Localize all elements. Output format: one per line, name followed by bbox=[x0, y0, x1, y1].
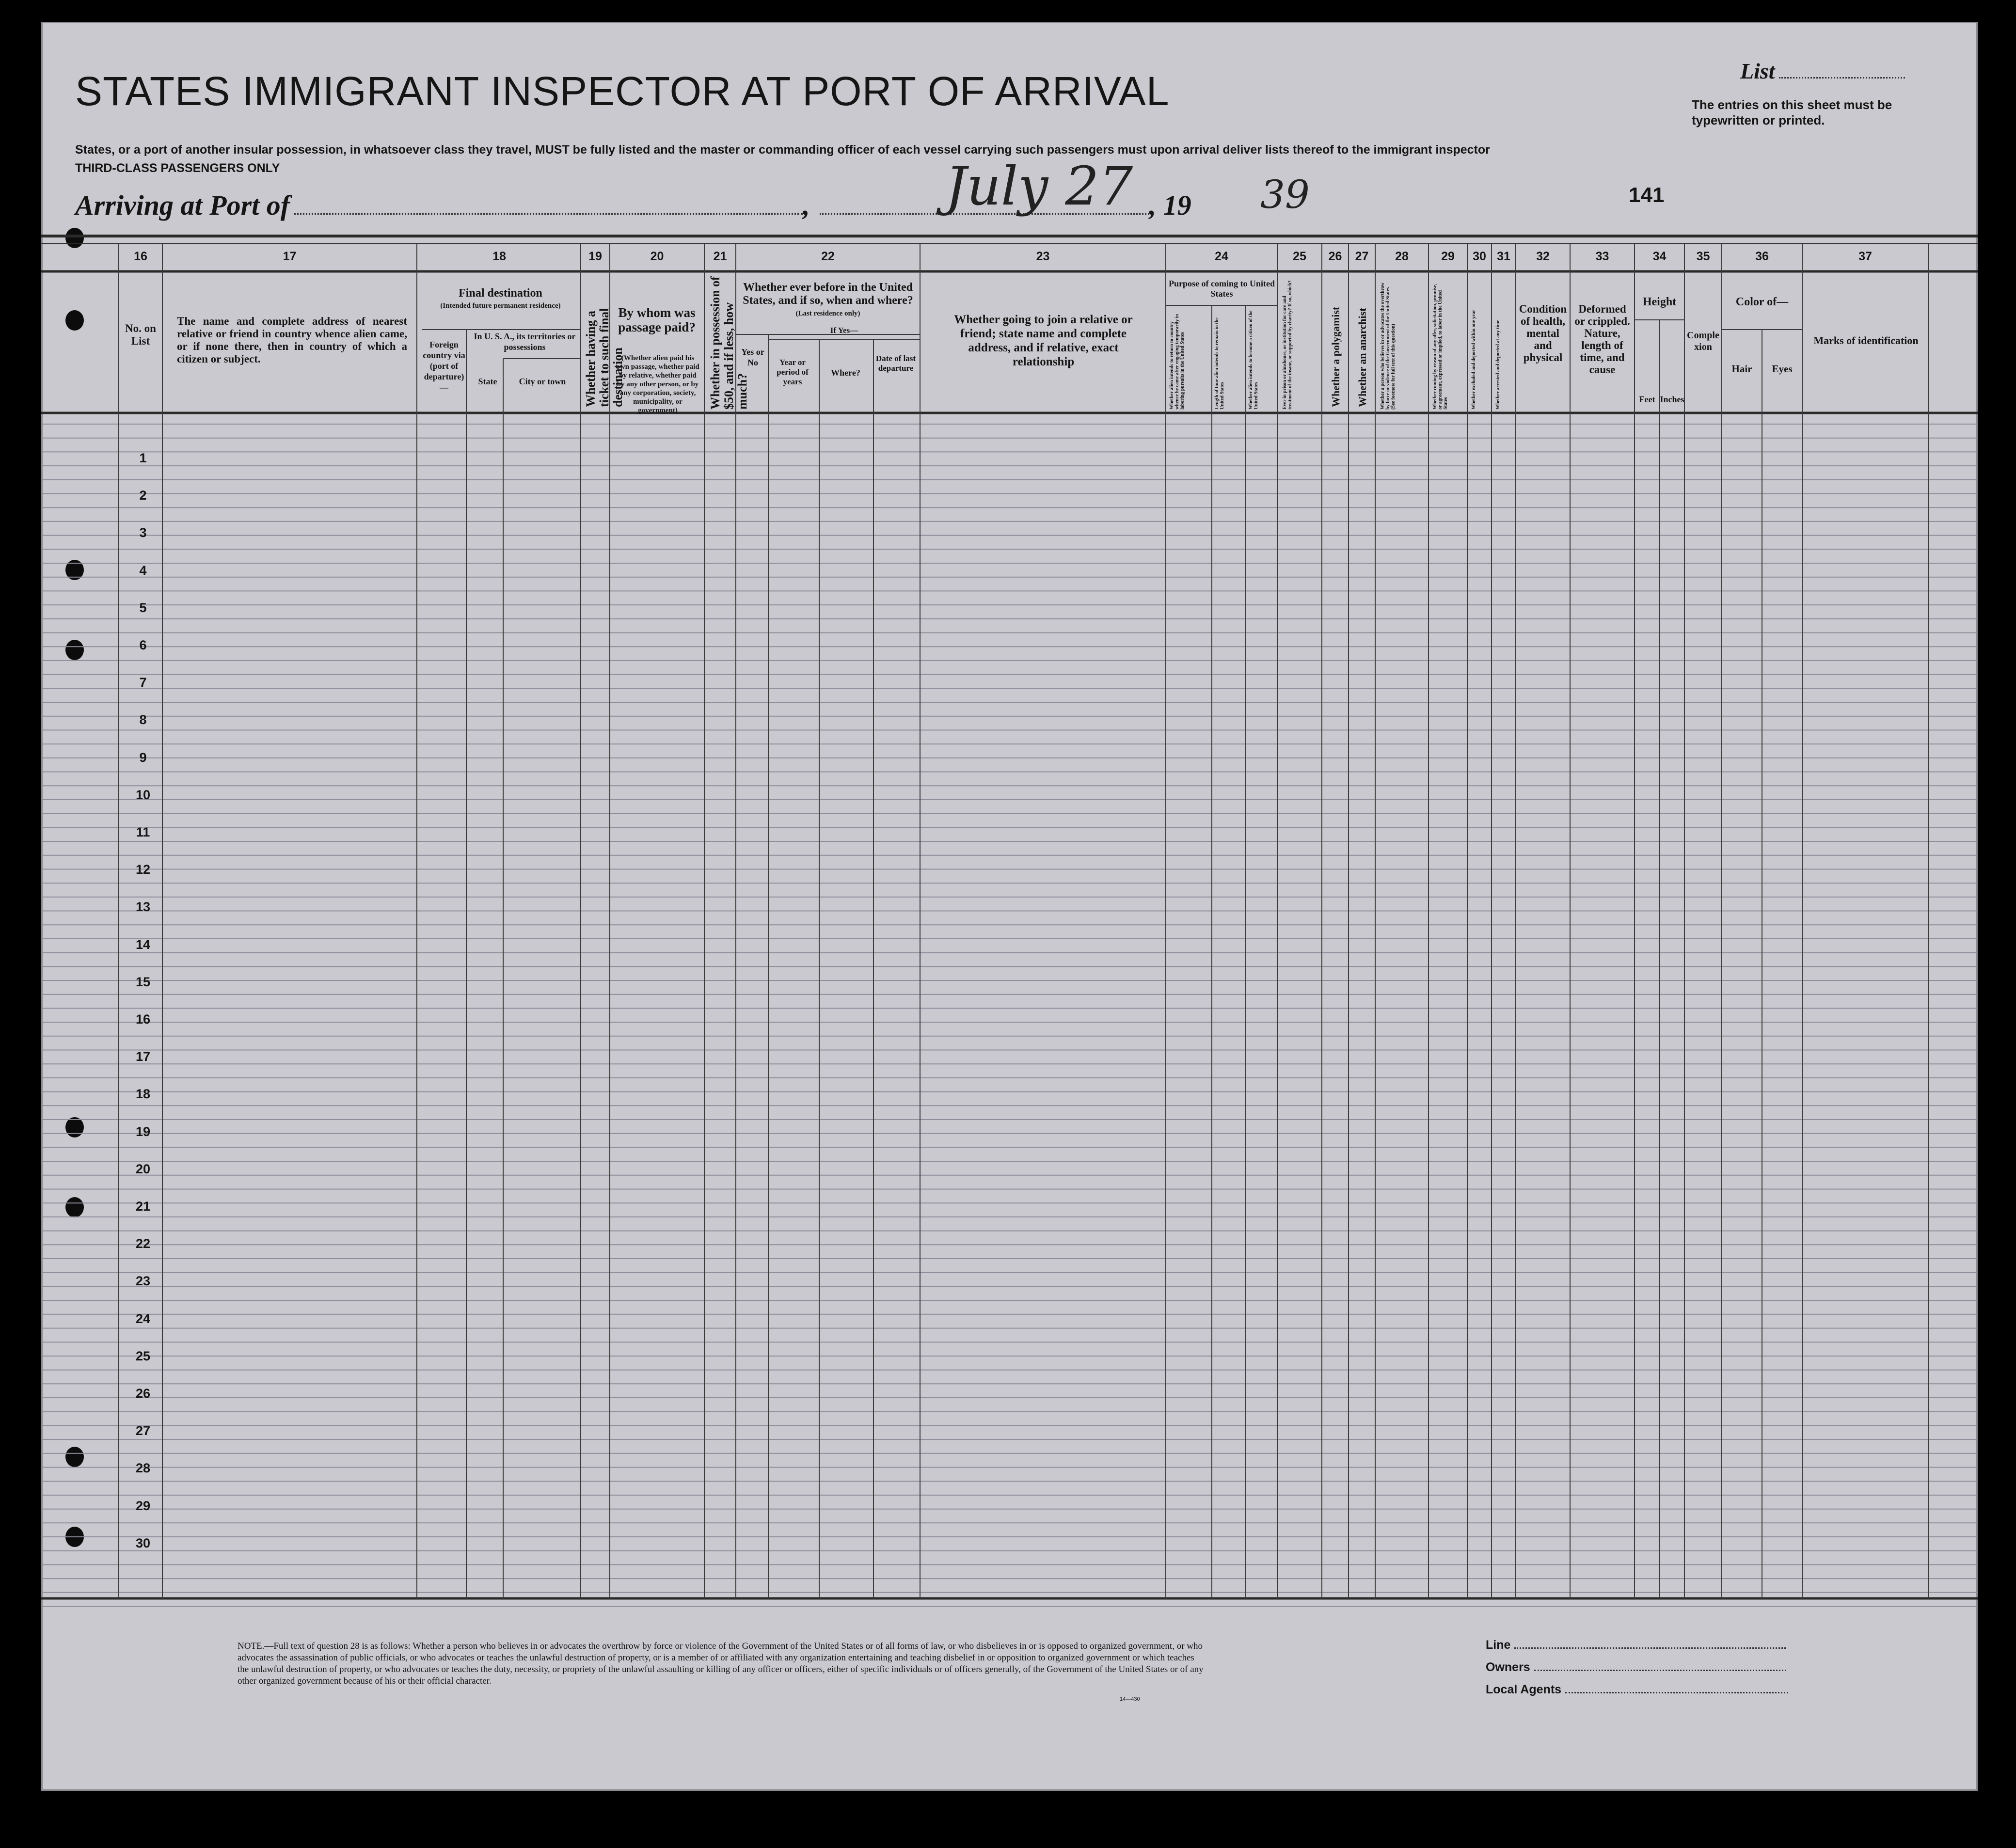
column-number: 19 bbox=[588, 250, 602, 263]
row-number: 23 bbox=[135, 1274, 151, 1289]
header-anarchist: Whether an anarchist bbox=[1356, 308, 1368, 407]
row-number: 24 bbox=[135, 1311, 151, 1326]
handwritten-year: 39 bbox=[1260, 172, 1310, 217]
header-final-destination-sub: (Intended future permanent residence) bbox=[440, 302, 561, 310]
row-number: 19 bbox=[135, 1124, 151, 1139]
header-deformed: Deformed or crippled. Nature, length of time, and cause bbox=[1574, 303, 1630, 376]
header-no-on-list: No. on List bbox=[125, 322, 156, 347]
footnote-question-28: NOTE.—Full text of question 28 is as follows: Whether a person who believes in or advocates the overthrow by force or violence of the Government of the United States or of all forms of law, or who disbelieves in or is opposed to organized government, or who advocates the assassination of public officials, or who advocates or teaches the unlawful destruction of property, or is a member of or affiliated with any organization entertaining and teaching disbelief in or opposition to organized government or which teaches the unlawful destruction of property, or who advocates or teaches the duty, necessity, or propriety of the unlawful assaulting or killing of any officer or officers, either of specific individuals or of officers generally, of the Government of the United States or of any other organized government because of his or their official character. bbox=[238, 1641, 1204, 1686]
row-number: 14 bbox=[135, 937, 151, 952]
column-number: 21 bbox=[713, 250, 727, 263]
header-fifty-dollars: Whether in possession of $50, and if less, how much? bbox=[708, 276, 749, 410]
column-number: 33 bbox=[1595, 250, 1609, 263]
header-if-yes: If Yes— bbox=[830, 326, 858, 335]
page-title: STATES IMMIGRANT INSPECTOR AT PORT OF ARRIVAL bbox=[75, 68, 1170, 114]
row-number: 27 bbox=[135, 1423, 151, 1438]
header-passage-paid-sub: (Whether alien paid his own passage, whether paid by relative, whether paid by any other person, or by any corporation, society, municipality, or government) bbox=[616, 354, 699, 414]
row-number: 6 bbox=[139, 638, 147, 652]
header-color-of: Color of— bbox=[1735, 296, 1789, 308]
header-overthrow: Whether a person who believes in or advocates the overthrow by force or violence of the Government of the United States (See footnote for full text of this question) bbox=[1380, 283, 1396, 410]
column-number: 25 bbox=[1293, 250, 1306, 263]
header-foreign-country: Foreign country via (port of departure)— bbox=[423, 340, 465, 392]
column-number: 29 bbox=[1441, 250, 1455, 263]
form-code: 14—430 bbox=[1120, 1696, 1140, 1702]
column-number: 16 bbox=[134, 250, 147, 263]
row-number: 4 bbox=[139, 563, 147, 578]
row-number: 3 bbox=[139, 525, 147, 540]
column-number: 27 bbox=[1355, 250, 1369, 263]
header-health: Condition of health, mental and physical bbox=[1519, 303, 1567, 363]
column-number: 22 bbox=[821, 250, 835, 263]
handwritten-date: July 27 bbox=[945, 155, 1133, 217]
column-number: 37 bbox=[1858, 250, 1872, 263]
header-in-usa: In U. S. A., its territories or possessions bbox=[474, 332, 576, 352]
header-years: Year or period of years bbox=[777, 358, 809, 386]
column-number: 32 bbox=[1536, 250, 1550, 263]
header-arrested: Whether arrested and deported at any time bbox=[1495, 319, 1501, 410]
header-where: Where? bbox=[831, 368, 860, 378]
arriving-line: Arriving at Port of , , 19 bbox=[75, 190, 1191, 221]
local-agents-label: Local Agents bbox=[1486, 1683, 1788, 1697]
column-number: 34 bbox=[1652, 250, 1667, 263]
header-purpose-citizen: Whether alien intends to become a citizen of the United States bbox=[1248, 310, 1259, 410]
header-feet: Feet bbox=[1639, 395, 1655, 404]
header-polygamist: Whether a polygamist bbox=[1330, 306, 1342, 407]
row-number: 13 bbox=[135, 900, 151, 915]
header-excluded: Whether excluded and deported within one year bbox=[1471, 310, 1476, 410]
header-inches: Inches bbox=[1660, 395, 1684, 404]
header-height: Height bbox=[1642, 296, 1677, 308]
row-number: 7 bbox=[139, 675, 147, 690]
typewritten-note: The entries on this sheet must be typewritten or printed. bbox=[1692, 97, 1892, 127]
row-number: 25 bbox=[135, 1348, 151, 1363]
header-yes-no: Yes or No bbox=[741, 347, 764, 367]
header-ticket: Whether having a ticket to such final destination bbox=[584, 308, 625, 407]
column-number: 18 bbox=[492, 250, 506, 263]
row-number: 30 bbox=[135, 1535, 151, 1550]
column-number: 31 bbox=[1497, 250, 1510, 263]
header-marks: Marks of identification bbox=[1813, 334, 1919, 347]
sheet-number-stamp: 141 bbox=[1629, 183, 1665, 207]
intro-text: States, or a port of another insular possession, in whatsoever class they travel, MUST be fully listed and the master or commanding officer of each vessel carrying such passengers must upon arrival deliver lists thereof to the immigrant inspector bbox=[75, 143, 1490, 157]
header-prison: Ever in prison or almshouse, or institution for care and treatment of the insane, or supported by charity? If so, which? bbox=[1282, 280, 1293, 410]
row-number: 26 bbox=[135, 1386, 151, 1401]
column-number: 20 bbox=[650, 250, 664, 263]
header-last-departure: Date of last departure bbox=[875, 354, 916, 373]
header-labor-offer: Whether coming by reason of any offer, solicitation, promise, or agreement, expressed or implied, to labor in the United States bbox=[1432, 284, 1448, 410]
column-number: 30 bbox=[1473, 250, 1486, 263]
row-number: 9 bbox=[139, 750, 147, 765]
header-purpose-return: Whether alien intends to return to country whence he came after engaging temporarily in laboring pursuits in the United States bbox=[1169, 314, 1185, 410]
row-number: 1 bbox=[139, 451, 147, 465]
column-number: 24 bbox=[1215, 250, 1228, 263]
year-printed: 19 bbox=[1163, 190, 1191, 221]
header-nearest-relative: The name and complete address of nearest relative or friend in country whence alien came, or if none there, then in country of which a citizen or subject. bbox=[177, 315, 407, 365]
row-number: 11 bbox=[136, 825, 150, 839]
row-number: 10 bbox=[135, 787, 151, 802]
row-number: 16 bbox=[135, 1012, 151, 1027]
row-number: 12 bbox=[135, 862, 151, 877]
row-number: 8 bbox=[139, 712, 147, 727]
header-state: State bbox=[478, 377, 497, 386]
header-purpose: Purpose of coming to United States bbox=[1169, 279, 1275, 299]
column-number: 36 bbox=[1755, 250, 1769, 263]
header-city: City or town bbox=[519, 377, 566, 386]
header-passage-paid: By whom was passage paid? bbox=[618, 305, 696, 334]
list-label: List bbox=[1740, 58, 1905, 84]
header-last-residence: (Last residence only) bbox=[795, 310, 860, 317]
header-purpose-length: Length of time alien intends to remain in the United States bbox=[1214, 317, 1225, 410]
header-ever-before: Whether ever before in the United States, and if so, when and where? bbox=[743, 281, 913, 307]
header-join-relative: Whether going to join a relative or friend; state name and complete address, and if relative, exact relationship bbox=[954, 313, 1133, 368]
row-number: 20 bbox=[135, 1161, 151, 1176]
column-number: 35 bbox=[1696, 250, 1710, 263]
arriving-label: Arriving at Port of bbox=[75, 190, 290, 221]
row-number: 22 bbox=[135, 1236, 151, 1251]
header-complexion: Complexion bbox=[1687, 330, 1719, 352]
row-number: 28 bbox=[135, 1461, 151, 1476]
row-number: 18 bbox=[135, 1087, 151, 1102]
row-number: 5 bbox=[139, 600, 147, 615]
row-number: 29 bbox=[135, 1498, 151, 1513]
header-hair: Hair bbox=[1731, 363, 1752, 375]
owners-label: Owners bbox=[1486, 1660, 1786, 1674]
column-number: 28 bbox=[1395, 250, 1409, 263]
row-number: 21 bbox=[135, 1199, 151, 1214]
row-number: 15 bbox=[135, 974, 151, 989]
column-number: 17 bbox=[283, 250, 297, 263]
column-number: 23 bbox=[1036, 250, 1050, 263]
header-eyes: Eyes bbox=[1772, 363, 1793, 375]
class-text: THIRD-CLASS PASSENGERS ONLY bbox=[75, 161, 280, 175]
line-label: Line bbox=[1486, 1638, 1786, 1652]
header-final-destination: Final destination bbox=[459, 287, 542, 300]
row-number: 2 bbox=[139, 488, 147, 503]
row-number: 17 bbox=[135, 1049, 151, 1064]
column-number: 26 bbox=[1328, 250, 1342, 263]
